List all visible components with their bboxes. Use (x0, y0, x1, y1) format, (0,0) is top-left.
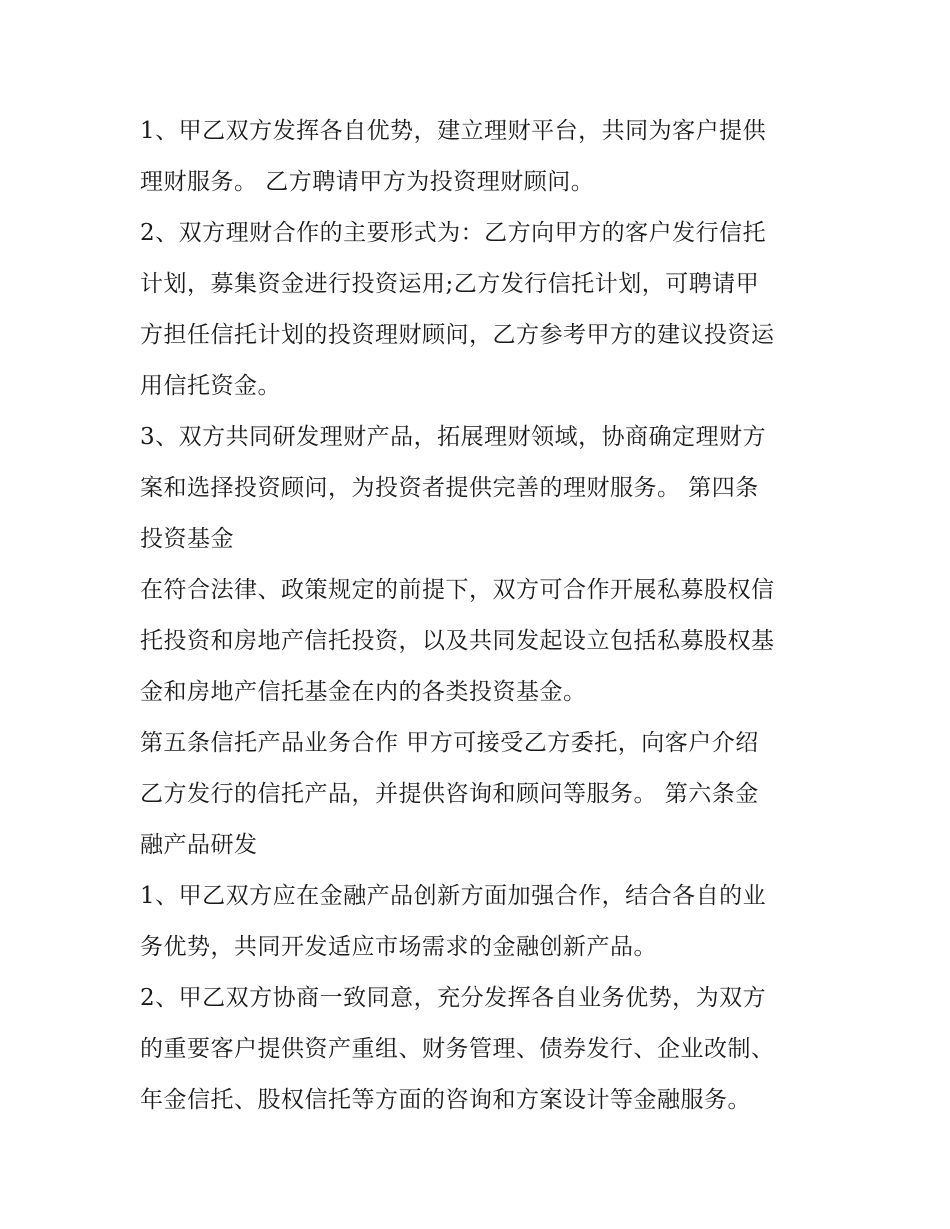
text-line-20: 年金信托、股权信托等方面的咨询和方案设计等金融服务。 (140, 1087, 751, 1113)
text-line-11: 托投资和房地产信托投资，以及共同发起设立包括私募股权基 (140, 628, 775, 654)
document-body (140, 106, 820, 1126)
text-line-13: 第五条信托产品业务合作 甲方可接受乙方委托，向客户介绍 (140, 730, 759, 756)
text-line-1: 1、甲乙双方发挥各自优势，建立理财平台，共同为客户提供 (140, 118, 767, 144)
text-line-7: 3、双方共同研发理财产品，拓展理财领域，协商确定理财方 (140, 424, 767, 450)
text-line-17: 务优势，共同开发适应市场需求的金融创新产品。 (140, 934, 657, 960)
text-line-6: 用信托资金。 (140, 373, 281, 399)
text-line-15: 融产品研发 (140, 832, 258, 858)
text-line-4: 计划，募集资金进行投资运用;乙方发行信托计划，可聘请甲 (140, 271, 760, 297)
text-line-8: 案和选择投资顾问，为投资者提供完善的理财服务。 第四条 (140, 475, 759, 501)
text-line-18: 2、甲乙双方协商一致同意，充分发挥各自业务优势，为双方 (140, 985, 767, 1011)
text-line-3: 2、双方理财合作的主要形式为：乙方向甲方的客户发行信托 (140, 220, 767, 246)
text-line-14: 乙方发行的信托产品，并提供咨询和顾问等服务。 第六条金 (140, 781, 759, 807)
text-line-12: 金和房地产信托基金在内的各类投资基金。 (140, 679, 587, 705)
text-line-19: 的重要客户提供资产重组、财务管理、债券发行、企业改制、 (140, 1036, 775, 1062)
text-line-10: 在符合法律、政策规定的前提下，双方可合作开展私募股权信 (140, 577, 775, 603)
text-line-5: 方担任信托计划的投资理财顾问，乙方参考甲方的建议投资运 (140, 322, 775, 348)
text-line-16: 1、甲乙双方应在金融产品创新方面加强合作，结合各自的业 (140, 883, 767, 909)
text-line-9: 投资基金 (140, 526, 234, 552)
text-line-2: 理财服务。 乙方聘请甲方为投资理财顾问。 (140, 169, 595, 195)
